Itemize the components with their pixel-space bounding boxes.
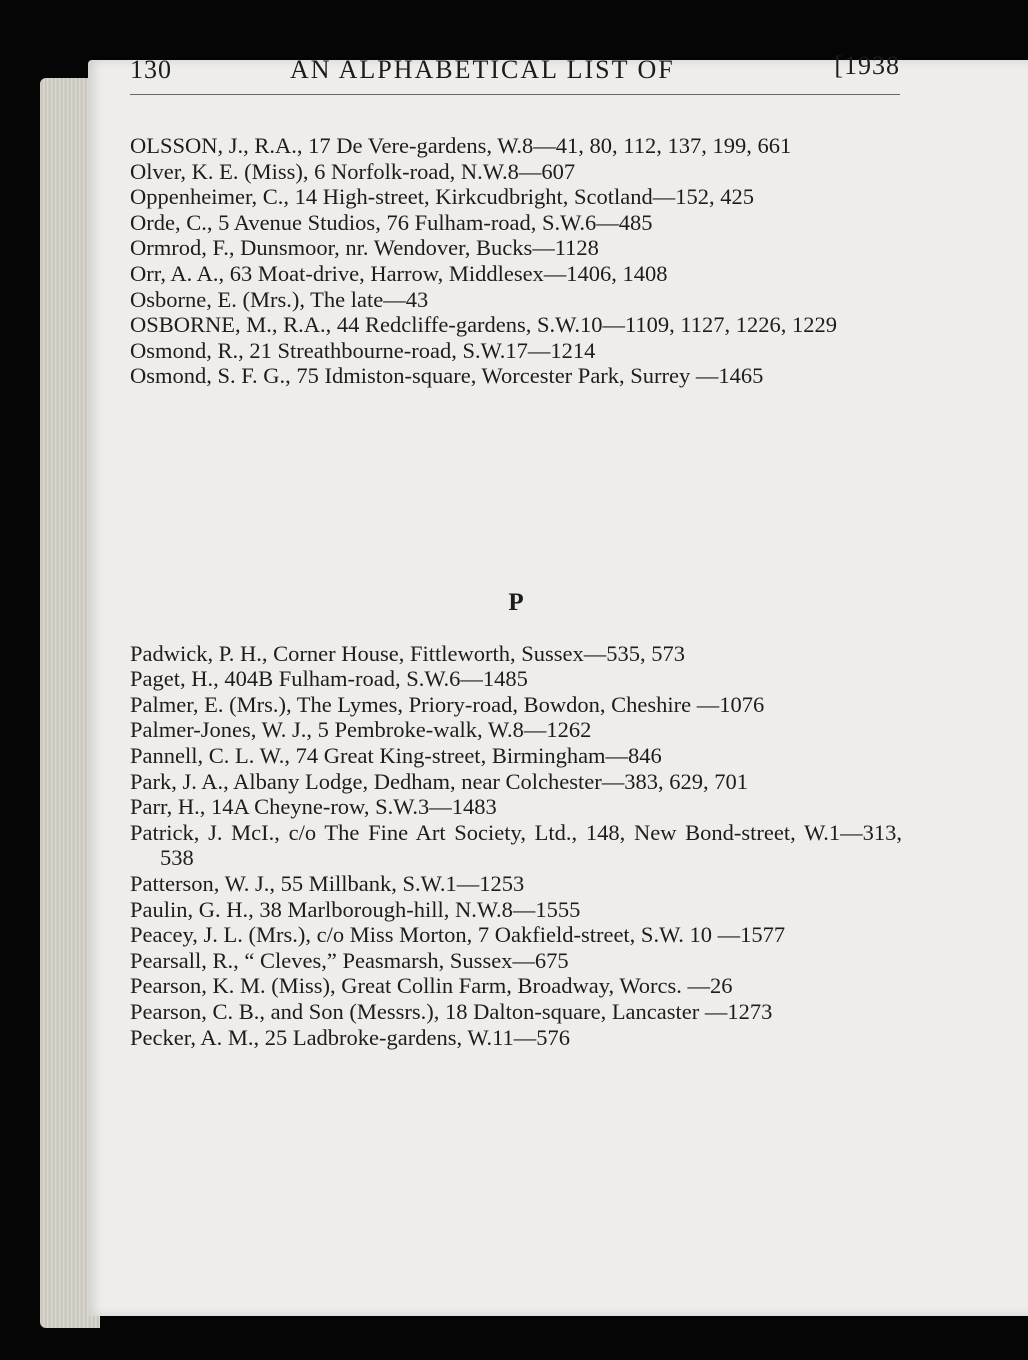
list-entry: Osmond, S. F. G., 75 Idmiston-square, Worcester Park, Surrey —1465 <box>130 363 764 389</box>
list-entry: Oppenheimer, C., 14 High-street, Kirkcudbright, Scotland—152, 425 <box>130 184 754 210</box>
list-entry: Peacey, J. L. (Mrs.), c/o Miss Morton, 7 Oakfield-street, S.W. 10 —1577 <box>130 922 786 948</box>
year-marker: [1938 <box>834 51 900 80</box>
list-entry: Olver, K. E. (Miss), 6 Norfolk-road, N.W.8—607 <box>130 158 576 184</box>
list-entry: Pearsall, R., “ Cleves,” Peasmarsh, Sussex—675 <box>130 947 569 973</box>
header-rule <box>130 94 900 95</box>
list-entry: Padwick, P. H., Corner House, Fittleworth, Sussex—535, 573 <box>130 640 685 666</box>
list-entry: Park, J. A., Albany Lodge, Dedham, near Colchester—383, 629, 701 <box>130 768 749 794</box>
list-entry: Pearson, C. B., and Son (Messrs.), 18 Dalton-square, Lancaster —1273 <box>130 998 773 1024</box>
list-entry: OSBORNE, M., R.A., 44 Redcliffe-gardens, S.W.10—1109, 1127, 1226, 1229 <box>130 312 838 338</box>
running-header <box>130 51 900 95</box>
list-entry: Paulin, G. H., 38 Marlborough-hill, N.W.8—1555 <box>130 896 581 922</box>
section-letter-heading: P <box>508 589 524 616</box>
list-entry: Parr, H., 14A Cheyne-row, S.W.3—1483 <box>130 794 497 820</box>
list-entry: Ormrod, F., Dunsmoor, nr. Wendover, Bucks—1128 <box>130 235 599 261</box>
list-entry: Osborne, E. (Mrs.), The late—43 <box>130 286 429 312</box>
list-entry: Pearson, K. M. (Miss), Great Collin Farm, Broadway, Worcs. —26 <box>130 973 733 999</box>
list-entry: Osmond, R., 21 Streathbourne-road, S.W.17—1214 <box>130 337 596 363</box>
entries-o-section <box>130 133 902 389</box>
list-entry: Palmer, E. (Mrs.), The Lymes, Priory-road, Bowdon, Cheshire —1076 <box>130 691 765 717</box>
list-entry: Paget, H., 404B Fulham-road, S.W.6—1485 <box>130 666 528 692</box>
list-entry: Orr, A. A., 63 Moat-drive, Harrow, Middlesex—1406, 1408 <box>130 260 668 286</box>
list-entry: Patterson, W. J., 55 Millbank, S.W.1—1253 <box>130 870 525 896</box>
entries-p-section <box>130 590 902 1050</box>
list-entry: Pannell, C. L. W., 74 Great King-street, Birmingham—846 <box>130 742 662 768</box>
list-entry: Patrick, J. McI., c/o The Fine Art Society, Ltd., 148, New Bond-street, W.1—313, 538 <box>130 819 902 871</box>
page-number: 130 <box>130 55 172 84</box>
running-title: AN ALPHABETICAL LIST OF <box>290 55 675 84</box>
list-entry: OLSSON, J., R.A., 17 De Vere-gardens, W.8—41, 80, 112, 137, 199, 661 <box>130 133 792 158</box>
list-entry: Pecker, A. M., 25 Ladbroke-gardens, W.11—576 <box>130 1024 571 1050</box>
list-entry: Palmer-Jones, W. J., 5 Pembroke-walk, W.8—1262 <box>130 717 592 743</box>
list-entry: Orde, C., 5 Avenue Studios, 76 Fulham-road, S.W.6—485 <box>130 209 653 235</box>
